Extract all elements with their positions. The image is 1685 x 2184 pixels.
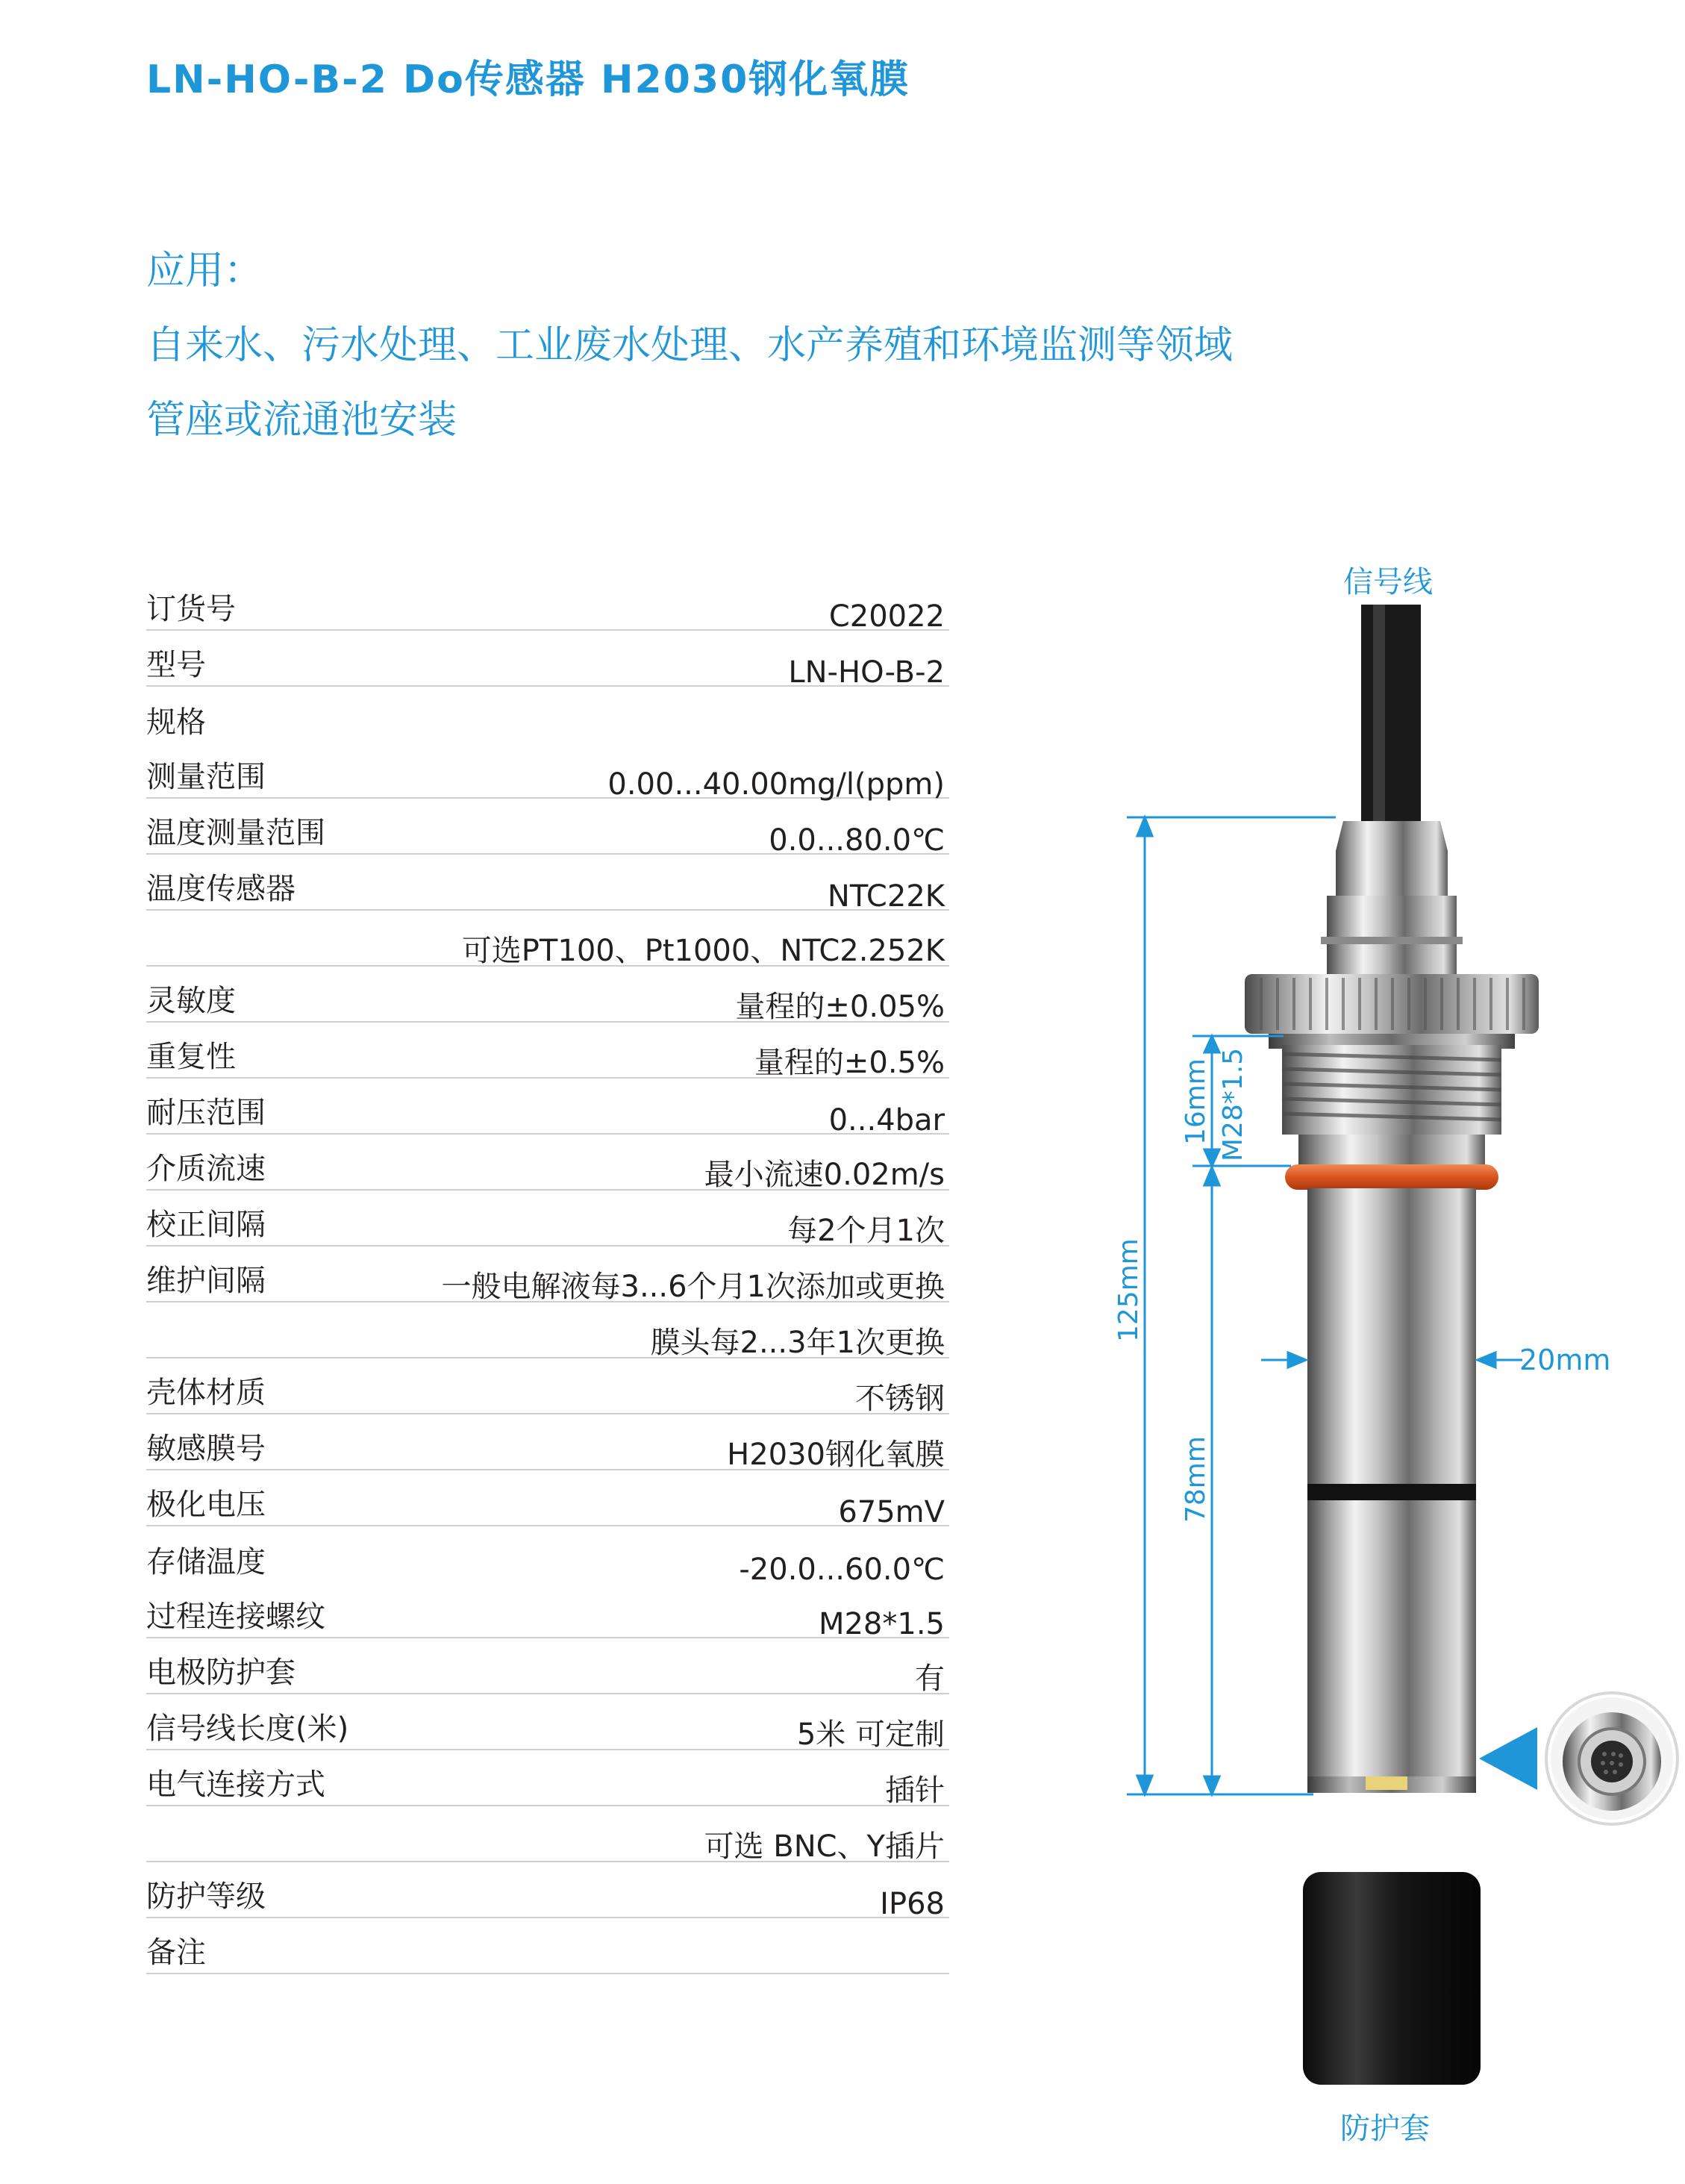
spec-key: 敏感膜号	[146, 1432, 266, 1466]
thread-length-label: 16mm	[1181, 1058, 1211, 1145]
signal-cable	[1361, 605, 1421, 829]
spec-value: 5米 可定制	[796, 1717, 945, 1752]
body-band	[1307, 1484, 1476, 1500]
spec-value: 量程的±0.5%	[754, 1046, 945, 1080]
application-line-1: 自来水、污水处理、工业废水处理、水产养殖和环境监测等领域	[146, 323, 1234, 368]
spec-value: 可选PT100、Pt1000、NTC2.252K	[461, 934, 945, 968]
spec-key: 极化电压	[146, 1488, 266, 1522]
spec-value: 可选 BNC、Y插片	[704, 1829, 945, 1864]
spec-value: 0.00...40.00mg/l(ppm)	[607, 767, 945, 802]
spec-key: 灵敏度	[146, 984, 236, 1018]
gland-cap	[1336, 821, 1448, 851]
spec-value: M28*1.5	[818, 1607, 945, 1641]
spec-value: IP68	[880, 1887, 945, 1921]
application-line-2: 管座或流通池安装	[146, 398, 457, 443]
spec-value: NTC22K	[827, 879, 945, 914]
page-title: LN-HO-B-2 Do传感器 H2030钢化氧膜	[146, 57, 910, 102]
spec-value: 0...4bar	[828, 1103, 945, 1138]
thread-spec-label: M28*1.5	[1218, 1047, 1248, 1161]
spec-key: 过程连接螺纹	[146, 1600, 325, 1634]
spec-key: 防护等级	[146, 1879, 266, 1914]
spec-value: 最小流速0.02m/s	[704, 1158, 945, 1192]
spec-key: 存储温度	[146, 1545, 266, 1579]
spec-key: 介质流速	[146, 1152, 266, 1186]
callout-arrow	[1479, 1727, 1537, 1790]
o-ring	[1285, 1164, 1498, 1190]
spec-value: C20022	[828, 599, 945, 634]
spec-key: 耐压范围	[146, 1096, 266, 1130]
spec-key: 重复性	[146, 1040, 236, 1074]
spec-key: 信号线长度(米)	[146, 1712, 349, 1746]
spec-key: 温度测量范围	[146, 816, 325, 850]
spec-value: H2030钢化氧膜	[727, 1438, 945, 1472]
spec-key: 订货号	[146, 592, 236, 626]
total-length-label: 125mm	[1113, 1238, 1144, 1342]
dim-125mm	[1127, 817, 1336, 1794]
spec-key: 维护间隔	[146, 1264, 266, 1298]
spec-value: 一般电解液每3...6个月1次添加或更换	[441, 1270, 945, 1304]
spec-value: 膜头每2...3年1次更换	[650, 1326, 945, 1360]
spec-key: 壳体材质	[146, 1376, 266, 1410]
spec-value: 675mV	[838, 1495, 945, 1529]
spec-value: 每2个月1次	[787, 1214, 945, 1248]
diameter-label: 20mm	[1519, 1344, 1611, 1376]
protective-cover	[1303, 1872, 1481, 2085]
spec-key: 温度传感器	[146, 872, 296, 906]
signal-cable-label: 信号线	[1343, 565, 1433, 599]
spec-key: 电极防护套	[146, 1656, 296, 1690]
spec-key: 测量范围	[146, 760, 266, 794]
spec-value: 有	[915, 1662, 945, 1696]
spec-value: -20.0...60.0℃	[739, 1553, 945, 1587]
spec-value: 量程的±0.05%	[735, 990, 945, 1024]
spec-value: LN-HO-B-2	[788, 655, 945, 690]
spec-key: 电气连接方式	[146, 1768, 325, 1802]
protective-cover-label: 防护套	[1340, 2112, 1430, 2146]
spec-key: 备注	[146, 1935, 206, 1970]
spec-key: 规格	[146, 705, 206, 740]
body-length-label: 78mm	[1181, 1436, 1211, 1523]
spec-key: 型号	[146, 648, 206, 682]
spec-value: 0.0...80.0℃	[769, 823, 945, 858]
spec-value: 插针	[885, 1773, 945, 1808]
application-label: 应用：	[146, 249, 263, 293]
spec-key: 校正间隔	[146, 1208, 266, 1242]
spec-value: 不锈钢	[855, 1382, 945, 1416]
